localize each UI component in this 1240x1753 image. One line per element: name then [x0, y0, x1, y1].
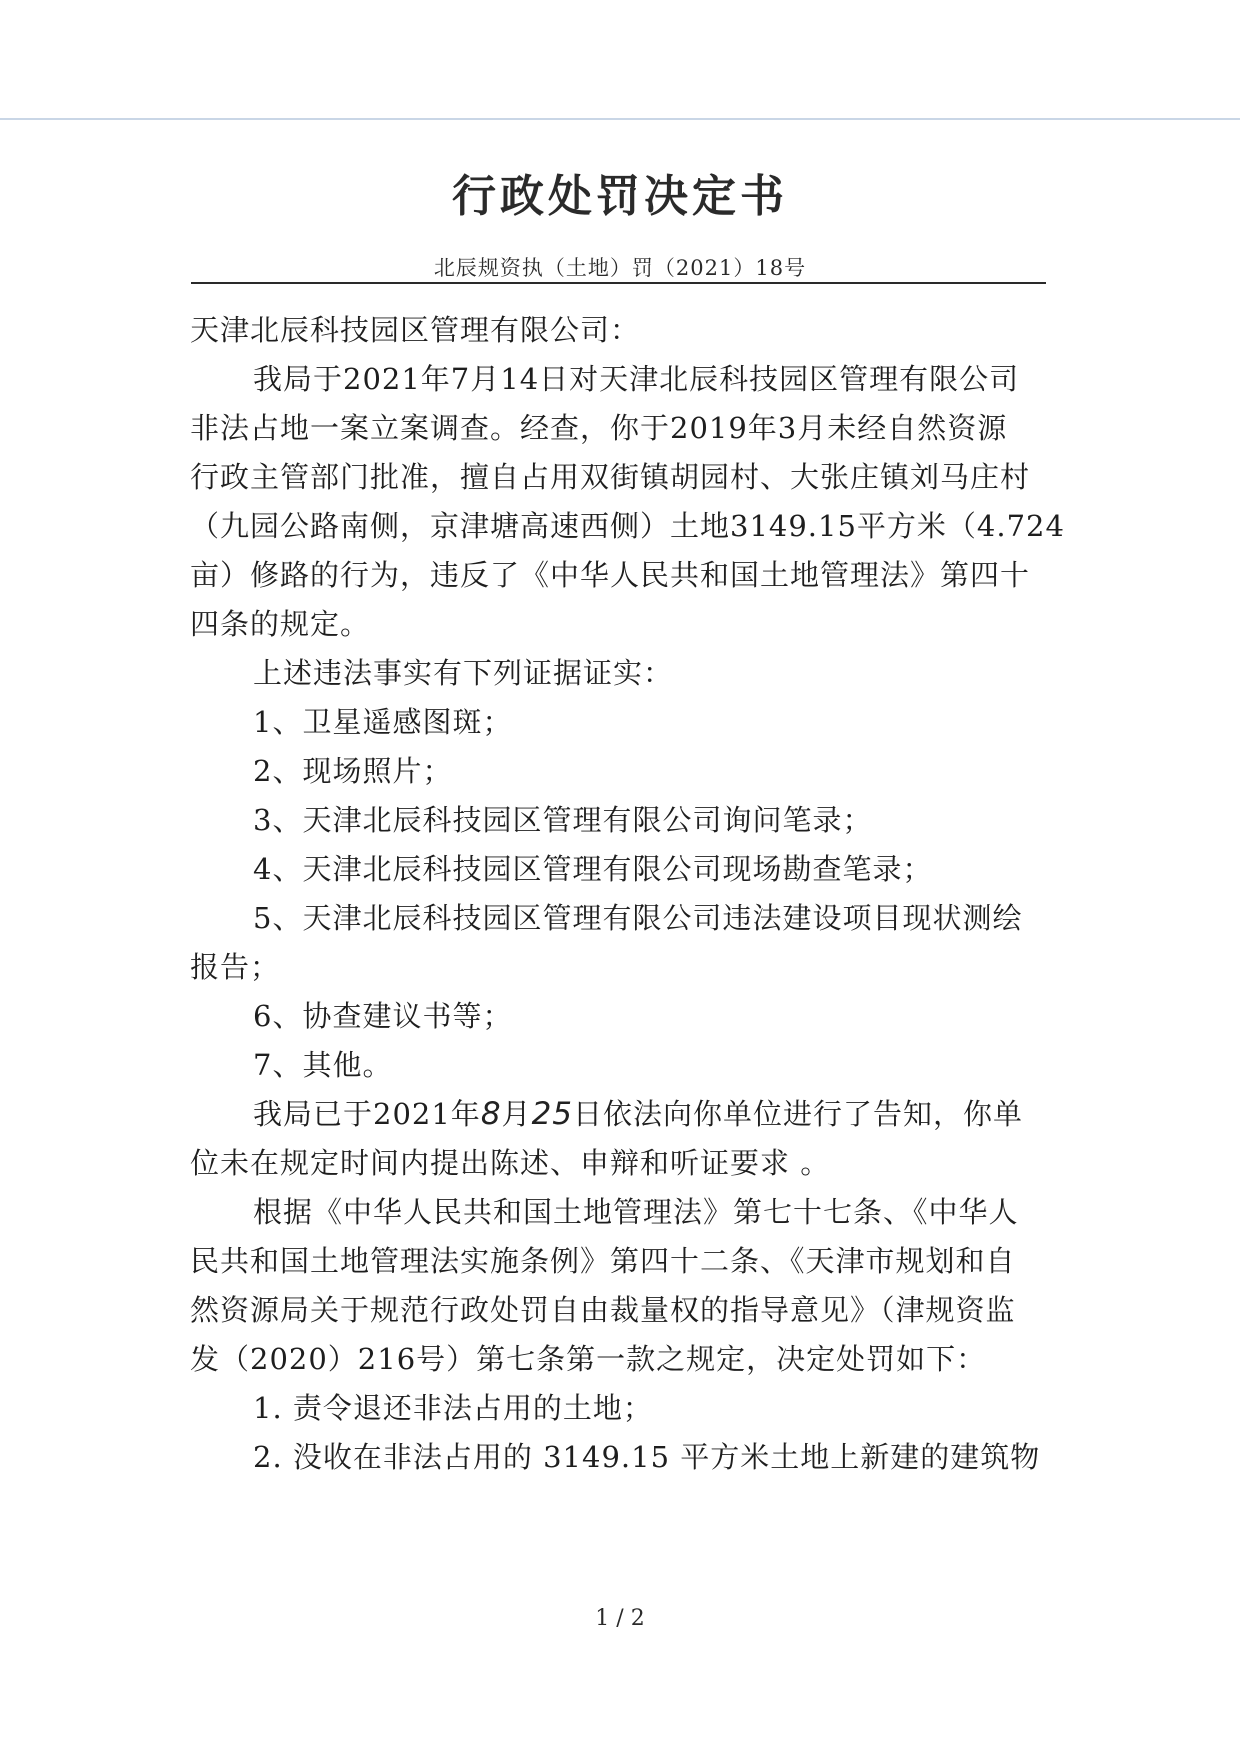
paragraph-line: 非法占地一案立案调查。经查，你于2019年3月未经自然资源 [190, 411, 1008, 445]
evidence-intro: 上述违法事实有下列证据证实： [253, 656, 674, 690]
decision-item: 2. 没收在非法占用的 3149.15 平方米土地上新建的建筑物 [253, 1440, 1041, 1474]
handwritten-day: 25 [531, 1096, 574, 1132]
paragraph-line: 四条的规定。 [190, 607, 371, 641]
evidence-item: 4、天津北辰科技园区管理有限公司现场勘查笔录； [253, 852, 933, 886]
page-number: 1 / 2 [595, 1606, 645, 1631]
evidence-item: 1、卫星遥感图斑； [253, 705, 513, 739]
paragraph-line: 行政主管部门批准，擅自占用双街镇胡园村、大张庄镇刘马庄村 [190, 460, 1031, 494]
basis-line: 发（2020）216号）第七条第一款之规定，决定处罚如下： [190, 1342, 987, 1376]
notice-prefix: 我局已于2021年 [253, 1097, 481, 1131]
paragraph-line: （九园公路南侧，京津塘高速西侧）土地3149.15平方米（4.724 [190, 509, 1065, 543]
document-number: 北辰规资执（土地）罚（2021）18号 [433, 256, 807, 280]
evidence-item: 6、协查建议书等； [253, 999, 513, 1033]
evidence-item: 3、天津北辰科技园区管理有限公司询问笔录； [253, 803, 873, 837]
decision-item: 1. 责令退还非法占用的土地； [253, 1391, 653, 1425]
handwritten-month: 8 [480, 1096, 502, 1132]
notice-line [253, 1094, 1023, 1134]
paragraph-line: 亩）修路的行为，违反了《中华人民共和国土地管理法》第四十 [190, 558, 1031, 592]
notice-month-label: 月 [501, 1097, 532, 1131]
page-top-rule [0, 118, 1240, 120]
evidence-item: 5、天津北辰科技园区管理有限公司违法建设项目现状测绘 [253, 901, 1023, 935]
paragraph-line: 我局于2021年7月14日对天津北辰科技园区管理有限公司 [253, 362, 1020, 396]
notice-line: 位未在规定时间内提出陈述、申辩和听证要求 。 [190, 1146, 831, 1180]
document-number-rule [191, 282, 1046, 284]
evidence-item: 2、现场照片； [253, 754, 453, 788]
basis-line: 民共和国土地管理法实施条例》第四十二条、《天津市规划和自 [190, 1244, 1016, 1278]
notice-suffix: 日依法向你单位进行了告知，你单 [573, 1097, 1024, 1131]
evidence-item: 7、其他。 [253, 1048, 393, 1082]
basis-line: 根据《中华人民共和国土地管理法》第七十七条、《中华人 [253, 1195, 1019, 1229]
basis-line: 然资源局关于规范行政处罚自由裁量权的指导意见》（津规资监 [190, 1293, 1016, 1327]
recipient: 天津北辰科技园区管理有限公司： [190, 313, 641, 347]
document-title: 行政处罚决定书 [452, 171, 788, 222]
evidence-item-continuation: 报告； [190, 950, 281, 984]
